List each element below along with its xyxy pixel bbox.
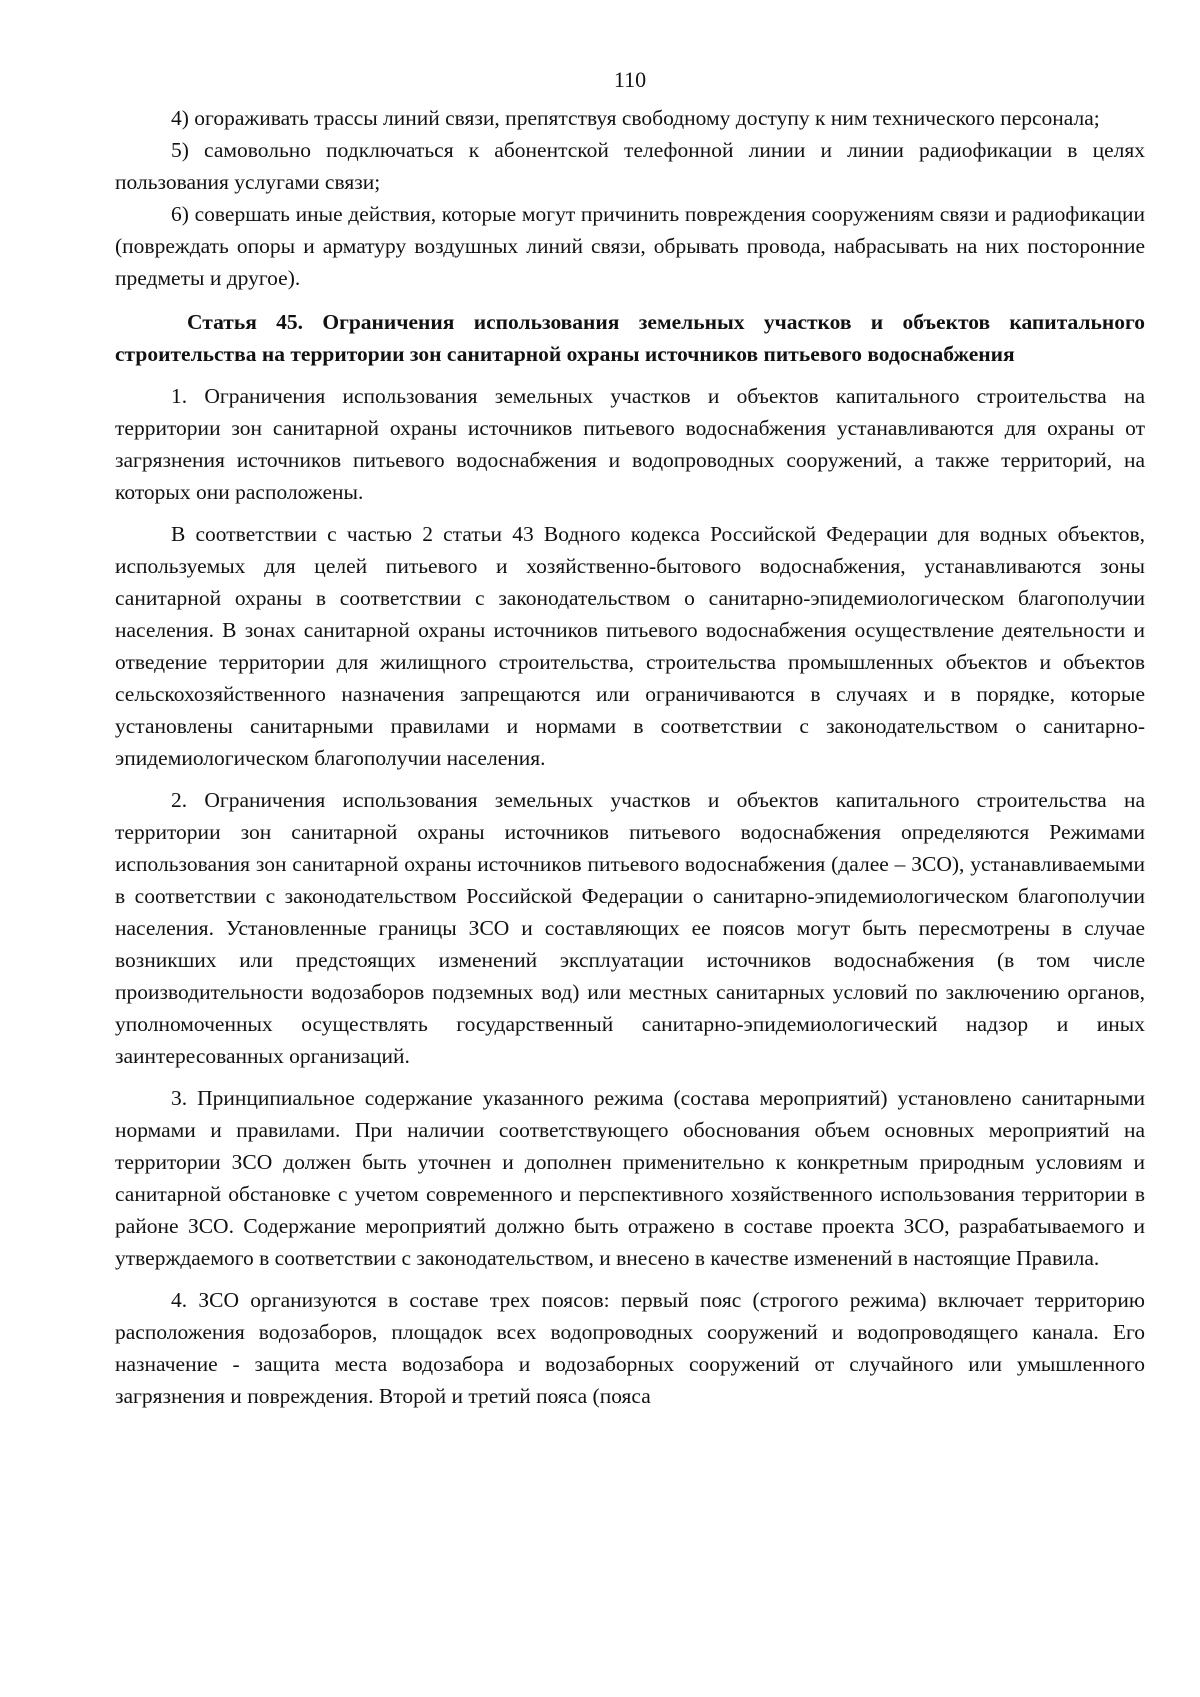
page-number: 110	[613, 67, 647, 92]
list-item-6: 6) совершать иные действия, которые могут причинить повреждения сооружениям связи и радиофикации (повреждать опоры и арматуру воздушных линий связи, обрывать провода, набрасывать на них посторонние предметы и другое).	[115, 202, 1145, 290]
paragraph-water-code: В соответствии с частью 2 статьи 43 Водного кодекса Российской Федерации для водных объектов, используемых для целей питьевого и хозяйственно-бытового водоснабжения, устанавливаются зоны санитарной охраны в соответствии с законодательством о санитарно-эпидемиологическом благополучии населения. В зонах санитарной охраны источников питьевого водоснабжения осуществление деятельности и отведение территории для жилищного строительства, строительства промышленных объектов и объектов сельскохозяйственного назначения запрещаются или ограничиваются в случаях и в порядке, которые установлены санитарными правилами и нормами в соответствии с законодательством о санитарно-эпидемиологическом благополучии населения.	[115, 522, 1145, 770]
paragraph-4: 4. ЗСО организуются в составе трех поясов: первый пояс (строгого режима) включает территорию расположения водозаборов, площадок всех водопроводных сооружений и водопроводящего канала. Его назначение - защита места водозабора и водозаборных сооружений от случайного или умышленного загрязнения и повреждения. Второй и третий пояса (пояса	[115, 1288, 1145, 1408]
paragraph-3: 3. Принципиальное содержание указанного режима (состава мероприятий) установлено санитарными нормами и правилами. При наличии соответствующего обоснования объем основных мероприятий на территории ЗСО должен быть уточнен и дополнен применительно к конкретным природным условиям и санитарной обстановке с учетом современного и перспективного хозяйственного использования территории в районе ЗСО. Содержание мероприятий должно быть отражено в составе проекта ЗСО, разрабатываемого и утверждаемого в соответствии с законодательством, и внесено в качестве изменений в настоящие Правила.	[115, 1086, 1145, 1270]
list-item-5: 5) самовольно подключаться к абонентской телефонной линии и линии радиофикации в целях пользования услугами связи;	[115, 138, 1145, 194]
document-page	[115, 66, 1145, 1412]
list-item-4: 4) огораживать трассы линий связи, препятствуя свободному доступу к ним технического персонала;	[171, 106, 1100, 130]
paragraph-1: 1. Ограничения использования земельных участков и объектов капитального строительства на территории зон санитарной охраны источников питьевого водоснабжения устанавливаются для охраны от загрязнения источников питьевого водоснабжения и водопроводных сооружений, а также территорий, на которых они расположены.	[115, 384, 1145, 504]
paragraph-2: 2. Ограничения использования земельных участков и объектов капитального строительства на территории зон санитарной охраны источников питьевого водоснабжения определяются Режимами использования зон санитарной охраны источников питьевого водоснабжения (далее – ЗСО), устанавливаемыми в соответствии с законодательством Российской Федерации о санитарно-эпидемиологическом благополучии населения. Установленные границы ЗСО и составляющих ее поясов могут быть пересмотрены в случае возникших или предстоящих изменений эксплуатации источников водоснабжения (в том числе производительности водозаборов подземных вод) или местных санитарных условий по заключению органов, уполномоченных осуществлять государственный санитарно-эпидемиологический надзор и иных заинтересованных организаций.	[115, 788, 1145, 1068]
article-heading: Статья 45. Ограничения использования земельных участков и объектов капитального строительства на территории зон санитарной охраны источников питьевого водоснабжения	[115, 310, 1145, 366]
